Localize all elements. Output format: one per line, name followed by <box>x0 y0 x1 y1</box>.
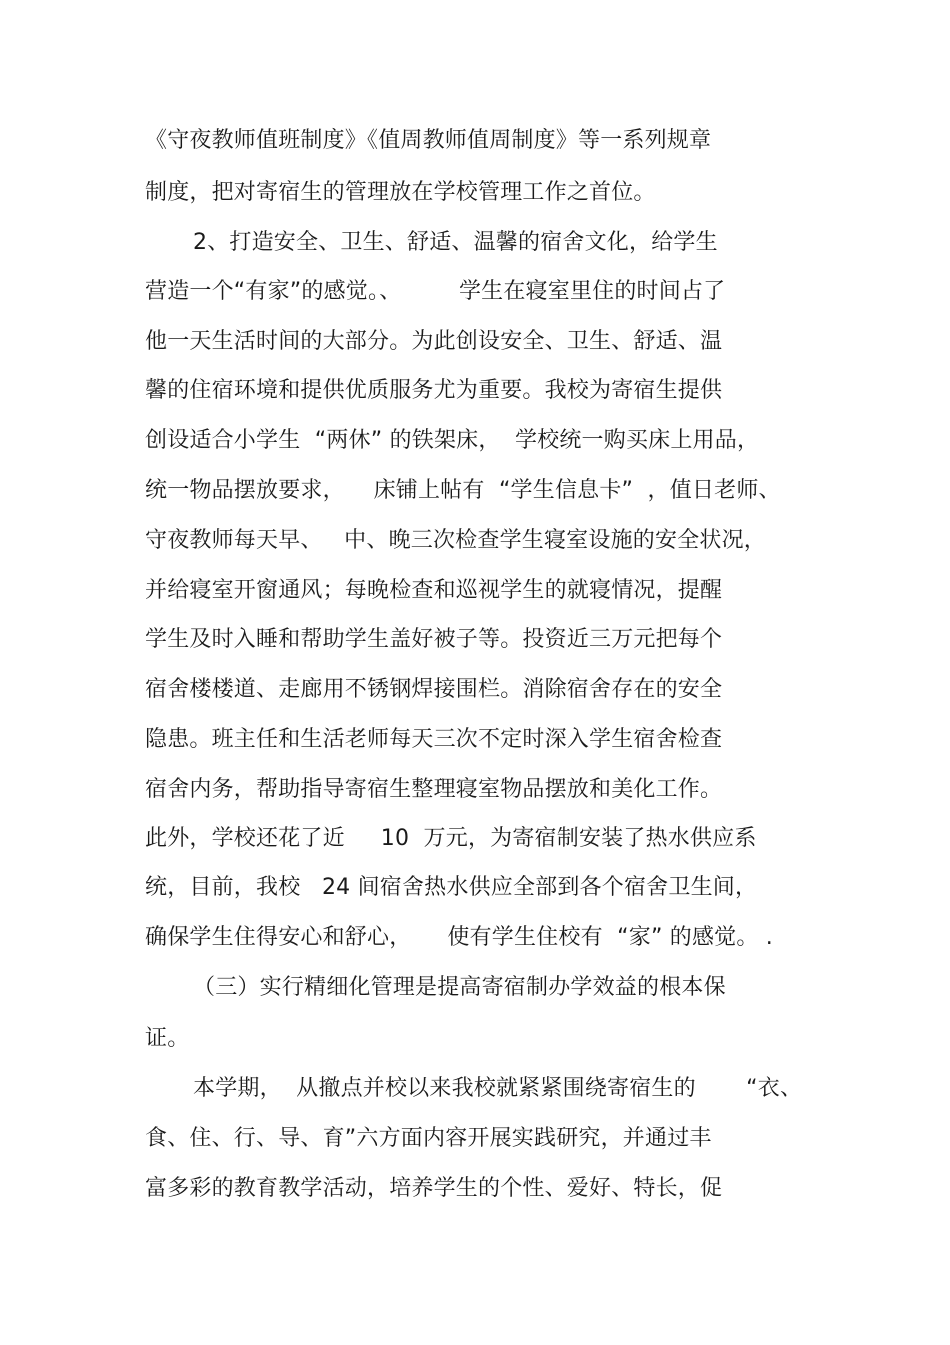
text-line: 宿舍楼楼道、走廊用不锈钢焊接围栏。消除宿舍存在的安全 <box>145 677 723 702</box>
text-line: 统，目前，我校 24 间宿舍热水供应全部到各个宿舍卫生间， <box>145 875 758 900</box>
text-line: 此外，学校还花了近 10 万元，为寄宿制安装了热水供应系 <box>145 826 757 851</box>
text-line: 宿舍内务，帮助指导寄宿生整理寝室物品摆放和美化工作。 <box>145 777 723 802</box>
text-line: 确保学生住得安心和舒心， 使有学生住校有 “家” 的感觉。 . <box>145 925 773 950</box>
text-line: 并给寝室开窗通风；每晚检查和巡视学生的就寝情况，提醒 <box>145 578 723 603</box>
text-line: 守夜教师每天早、 中、晚三次检查学生寝室设施的安全状况， <box>145 528 766 553</box>
text-line: 2、打造安全、卫生、舒适、温馨的宿舍文化，给学生 <box>193 230 718 255</box>
text-line: 创设适合小学生 “两休” 的铁架床， 学校统一购买床上用品， <box>145 428 760 453</box>
text-line: 营造一个“有家”的感觉。、 学生在寝室里住的时间占了 <box>145 279 726 304</box>
text-line: （三）实行精细化管理是提高寄宿制办学效益的根本保 <box>193 975 726 1000</box>
text-line: 制度，把对寄宿生的管理放在学校管理工作之首位。 <box>145 180 656 205</box>
text-line: 《守夜教师值班制度》《值周教师值周制度》等一系列规章 <box>145 128 712 153</box>
text-line: 他一天生活时间的大部分。为此创设安全、卫生、舒适、温 <box>145 329 723 354</box>
text-line: 隐患。班主任和生活老师每天三次不定时深入学生宿舍检查 <box>145 727 723 752</box>
text-line: 学生及时入睡和帮助学生盖好被子等。投资近三万元把每个 <box>145 627 723 652</box>
text-line: 富多彩的教育教学活动，培养学生的个性、爱好、特长，促 <box>145 1176 723 1201</box>
text-line: 本学期， 从撤点并校以来我校就紧紧围绕寄宿生的 “衣、 <box>193 1076 803 1101</box>
text-line: 证。 <box>145 1026 190 1051</box>
text-line: 食、住、行、导、育”六方面内容开展实践研究，并通过丰 <box>145 1126 712 1151</box>
text-line: 馨的住宿环境和提供优质服务尤为重要。我校为寄宿生提供 <box>145 378 723 403</box>
text-line: 统一物品摆放要求， 床铺上帖有 “学生信息卡” ，值日老师、 <box>145 478 781 503</box>
